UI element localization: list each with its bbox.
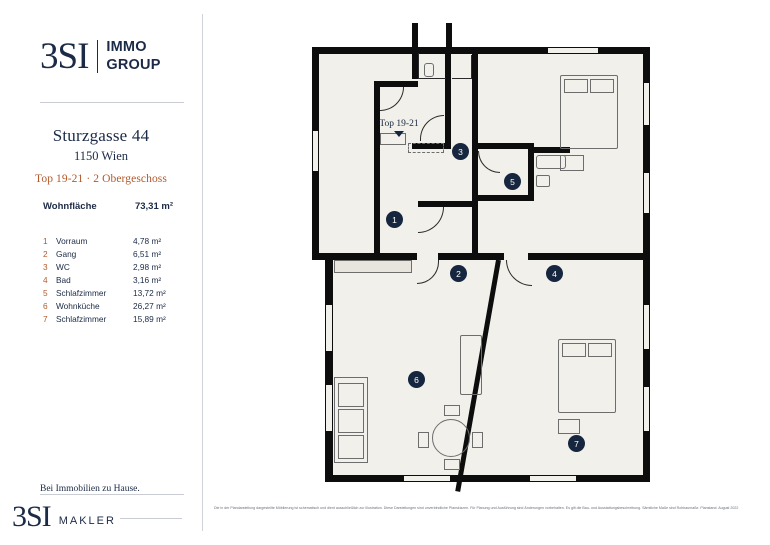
sofa-6-cushion-b: [338, 409, 364, 433]
window-right-4: [643, 387, 650, 431]
marker-room-1: 1: [386, 211, 403, 228]
logo-wordmark: 3SI: [40, 36, 89, 77]
wall-entry-left: [412, 23, 418, 53]
bed-5-pillow-right: [590, 79, 614, 93]
room-area: 15,89 m²: [133, 314, 166, 324]
divider-top: [40, 102, 184, 103]
disclaimer-text: Die in der Plandarstellung dargestellte Möblierung ist schematisch und dient ausschließlich zur Illustration. Diese Darstellungen sind unverbindliche Planskizzen. Für Planung und Ausführung sind Änderungen vorbehalten. Es gilt die Bau- und Ausstattungsbeschreibung. Sämtliche Maße sind Rohbaumaße. Planstand: August 2022: [214, 506, 739, 510]
room-number: 6: [43, 301, 48, 311]
panel-divider: [202, 14, 203, 531]
window-bottom-2: [530, 475, 576, 482]
kitchen-counter: [334, 260, 412, 273]
room-name: Gang: [56, 249, 77, 259]
list-item: [43, 288, 178, 301]
chair-6-right: [472, 432, 483, 448]
address-street: Sturzgasse 44: [52, 126, 150, 145]
entry-tag-label: Top 19-21: [379, 119, 419, 129]
sink-4: [536, 175, 550, 187]
footer-logo-wordmark: 3SI: [12, 500, 51, 533]
room-number: 1: [43, 236, 48, 246]
footer-logo-sub: MAKLER: [58, 515, 116, 527]
room-name: WC: [56, 262, 70, 272]
info-panel: [0, 0, 202, 545]
window-bottom-1: [404, 475, 450, 482]
logo-line-immo: IMMO: [106, 39, 147, 55]
window-right-2: [643, 173, 650, 213]
bathtub-4: [536, 155, 566, 169]
window-right-3: [643, 305, 650, 349]
kitchen-island-6: [460, 335, 482, 395]
room-area: 4,78 m²: [133, 236, 162, 246]
wall-mid-horizontal-mid: [438, 253, 504, 260]
list-item: [43, 249, 178, 262]
company-logo: [40, 38, 185, 75]
wall-bath-divider: [472, 143, 534, 149]
floorplan-area: [214, 14, 756, 531]
divider-bottom: [40, 494, 184, 495]
footer-logo: [12, 502, 116, 532]
wall-bedroom5-left: [472, 53, 478, 149]
room-name: Schlafzimmer: [56, 288, 107, 298]
marker-room-4: 4: [546, 265, 563, 282]
room-name: Bad: [56, 275, 71, 285]
entry-arrow-icon: [394, 131, 404, 137]
dining-table-6: [432, 419, 470, 457]
wall-gang-left: [374, 149, 380, 253]
address-block: [0, 126, 202, 164]
room-number: 4: [43, 275, 48, 285]
window-top-right: [548, 47, 598, 54]
toilet-3: [424, 63, 434, 77]
logo-immo-group: [106, 38, 160, 73]
marker-room-2: 2: [450, 265, 467, 282]
entry-tag: [364, 119, 434, 137]
bed-7-pillow-left: [562, 343, 586, 357]
wall-entry-right: [446, 23, 452, 53]
window-left-lower-2: [325, 385, 333, 431]
sofa-6-cushion-a: [338, 383, 364, 407]
room-number: 3: [43, 262, 48, 272]
chair-6-left: [418, 432, 429, 448]
list-item: [43, 236, 178, 249]
room-area: 6,51 m²: [133, 249, 162, 259]
wall-bottom: [325, 475, 650, 482]
address-city: 1150 Wien: [73, 149, 128, 163]
room-name: Vorraum: [56, 236, 88, 246]
wall-top: [312, 47, 650, 54]
living-area-row: [43, 201, 173, 212]
wall-gang-right: [472, 201, 478, 253]
room-number: 5: [43, 288, 48, 298]
marker-room-7: 7: [568, 435, 585, 452]
marker-room-5: 5: [504, 173, 521, 190]
list-item: [43, 314, 178, 327]
list-item: [43, 301, 178, 314]
room-name: Wohnküche: [56, 301, 100, 311]
list-item: [43, 275, 178, 288]
door-bedroom5: [452, 55, 472, 79]
wall-step-left: [312, 253, 333, 260]
room-area: 13,72 m²: [133, 288, 166, 298]
bed-7-pillow-right: [588, 343, 612, 357]
bed-5-pillow-left: [564, 79, 588, 93]
window-left-upper: [312, 131, 319, 171]
footer-divider: [120, 518, 182, 519]
marker-room-3: 3: [452, 143, 469, 160]
list-item: [43, 262, 178, 275]
nightstand-7: [558, 419, 580, 434]
floorplan-drawing: [312, 47, 650, 482]
room-area: 3,16 m²: [133, 275, 162, 285]
closet-2: [408, 143, 444, 153]
room-list: [43, 236, 178, 327]
wall-bath-bottom: [472, 195, 534, 201]
living-area-label: Wohnfläche: [43, 201, 97, 212]
wall-mid-horizontal-left: [333, 253, 417, 260]
logo-divider: [97, 40, 98, 73]
room-name: Schlafzimmer: [56, 314, 107, 324]
chair-6-top: [444, 405, 460, 416]
wall-mid-horizontal-right: [528, 253, 643, 260]
room-area: 2,98 m²: [133, 262, 162, 272]
room-number: 2: [43, 249, 48, 259]
marker-room-6: 6: [408, 371, 425, 388]
living-area-value: 73,31 m²: [134, 201, 173, 212]
room-number: 7: [43, 314, 48, 324]
room-area: 26,27 m²: [133, 301, 166, 311]
window-left-lower-1: [325, 305, 333, 351]
window-right-1: [643, 83, 650, 125]
tagline: Bei Immobilien zu Hause.: [40, 484, 140, 494]
unit-floor-label: Top 19-21 · 2 Obergeschoss: [35, 173, 167, 185]
sofa-6-cushion-c: [338, 435, 364, 459]
wall-left-lower: [325, 253, 333, 482]
chair-6-bottom: [444, 459, 460, 470]
logo-line-group: GROUP: [106, 56, 161, 73]
